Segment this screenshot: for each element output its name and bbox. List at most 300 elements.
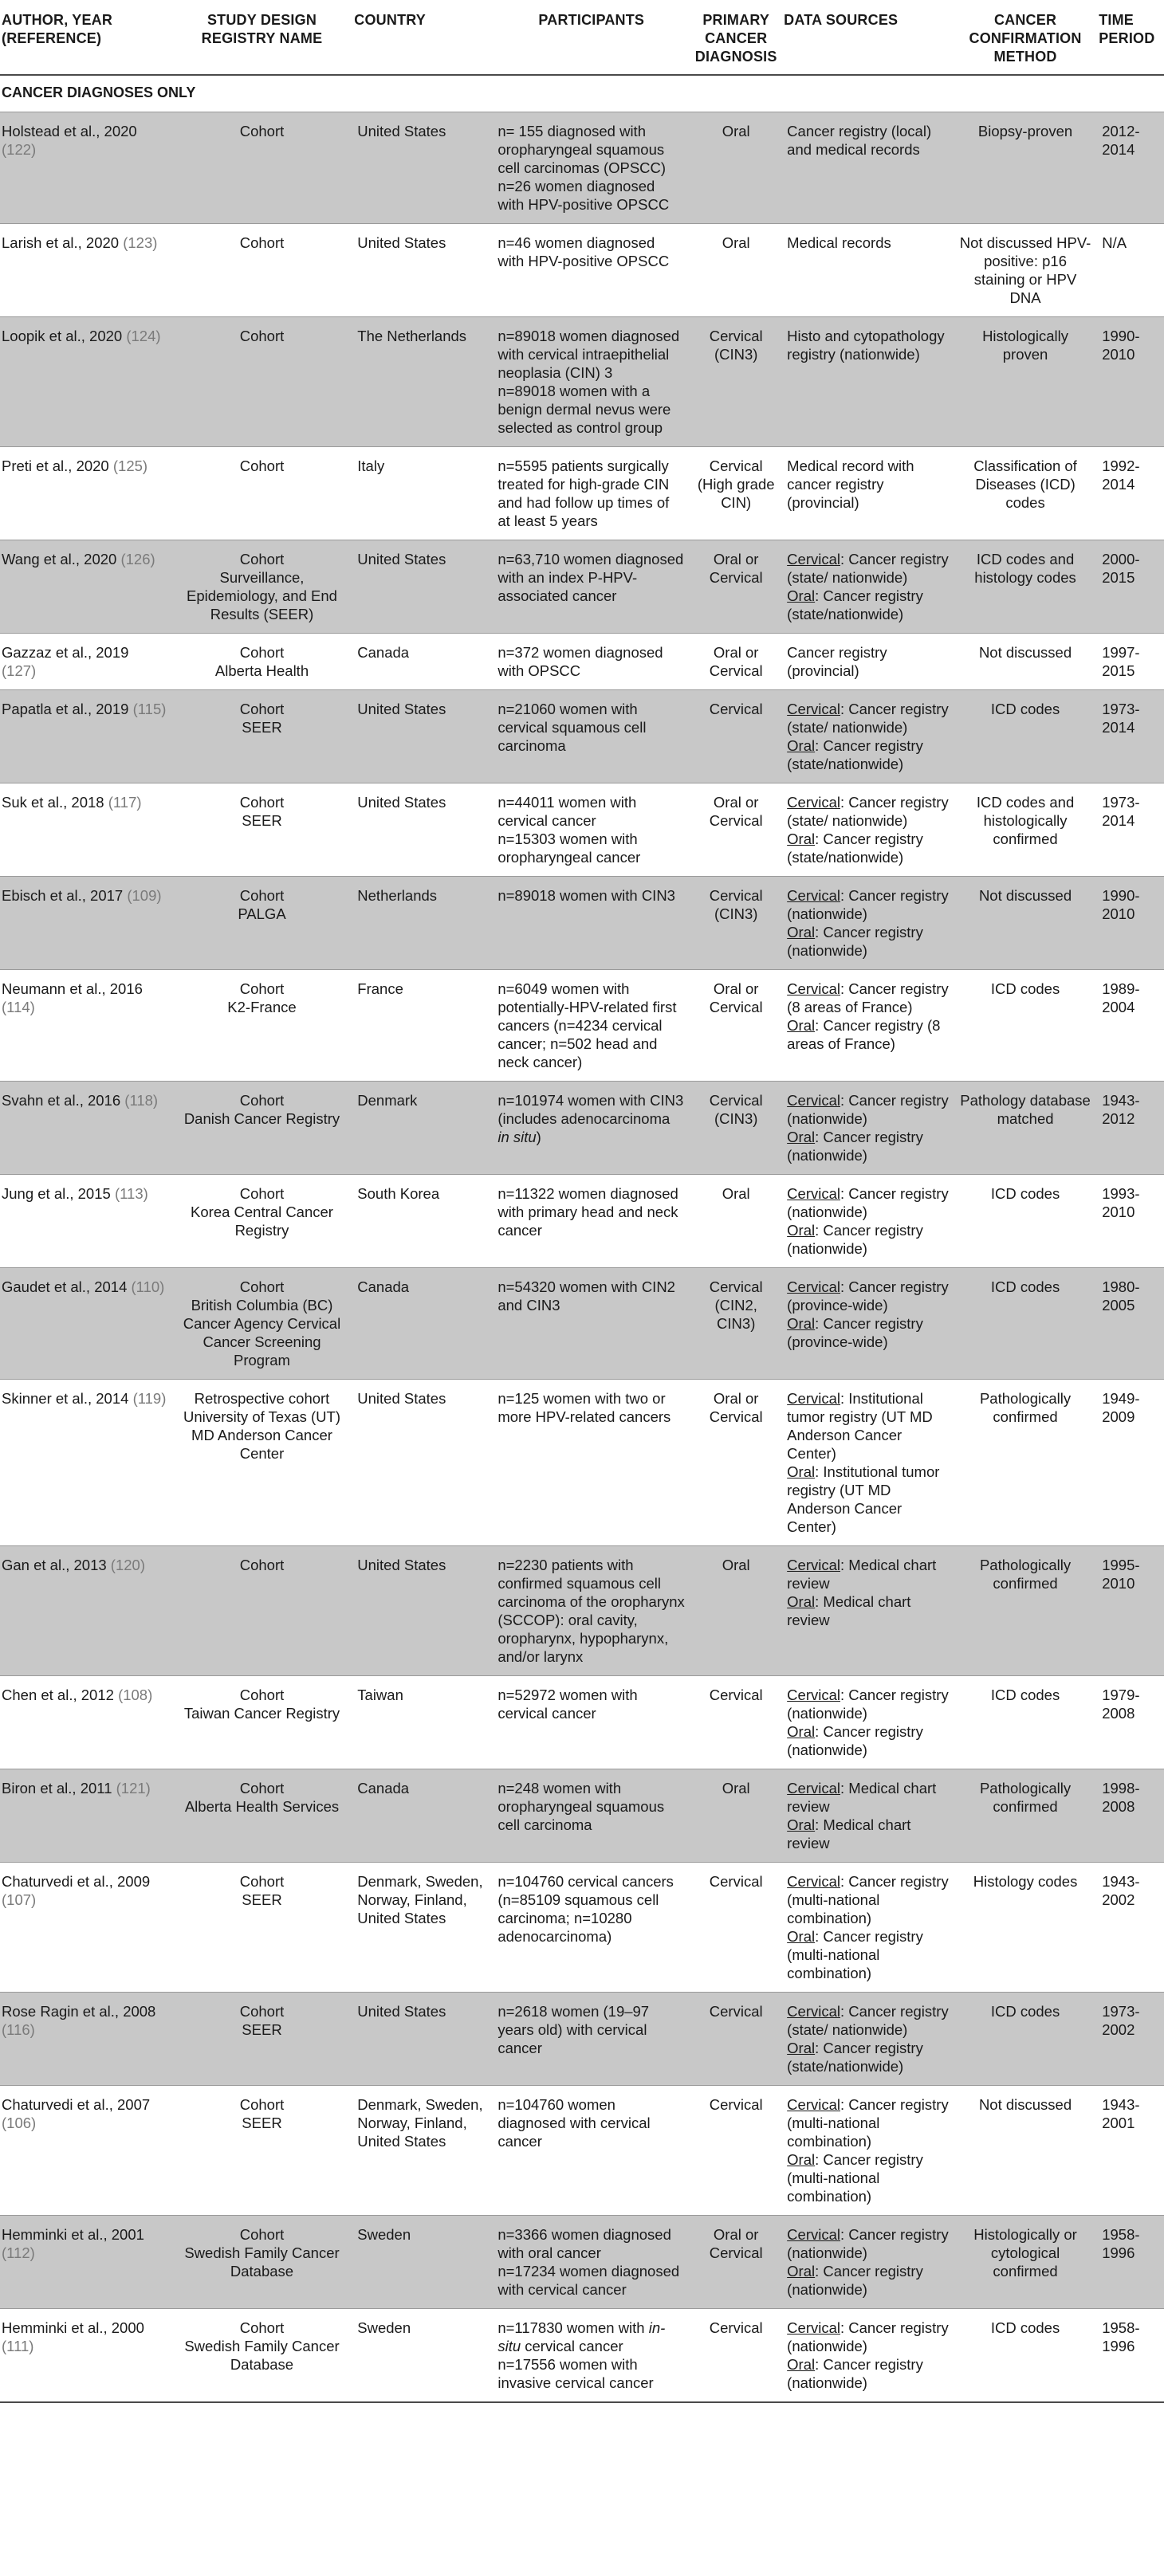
header-author: AUTHOR, YEAR (REFERENCE): [0, 0, 171, 75]
header-sources: DATA SOURCES: [782, 0, 954, 75]
cell-sources: [782, 2086, 954, 2216]
author-text: Jung et al., 2015: [2, 1185, 115, 1202]
cell-country: Denmark: [352, 1082, 493, 1175]
cell-design: [171, 317, 353, 447]
cell-sources: [782, 690, 954, 783]
author-text: Larish et al., 2020: [2, 234, 124, 251]
cell-confirmation: ICD codes: [954, 1993, 1097, 2086]
participant-line: n=3366 women diagnosed with oral cancer: [497, 2226, 671, 2261]
design-line: Alberta Health: [214, 662, 309, 679]
cell-sources: [782, 1993, 954, 2086]
table-row: [0, 783, 1164, 877]
cell-primary: Cervical: [690, 1863, 782, 1993]
cell-design: [171, 690, 353, 783]
cell-country: Sweden: [352, 2216, 493, 2309]
header-period: TIME PERIOD: [1097, 0, 1164, 75]
cell-design: [171, 1676, 353, 1769]
cell-period: 1958-1996: [1097, 2216, 1164, 2309]
participant-line: n=5595 patients surgically treated for high-grade CIN and had follow up times of at least 5 years: [497, 457, 670, 529]
cell-primary: Oral or Cervical: [690, 970, 782, 1082]
cell-author: [0, 1863, 171, 1993]
cell-confirmation: Pathologically confirmed: [954, 1380, 1097, 1546]
cell-confirmation: Histologically or cytological confirmed: [954, 2216, 1097, 2309]
reference-number: (111): [2, 2338, 34, 2354]
cell-primary: Cervical: [690, 1676, 782, 1769]
design-line: Cohort: [239, 1780, 285, 1797]
cell-sources: [782, 970, 954, 1082]
cell-sources: [782, 1769, 954, 1863]
source-oral-label: Oral: [787, 1222, 816, 1239]
cell-design: [171, 1380, 353, 1546]
cell-primary: Cervical: [690, 2086, 782, 2216]
cell-sources: [782, 783, 954, 877]
table-row: [0, 2309, 1164, 2403]
participant-line: n=248 women with oropharyngeal squamous cell carcinoma: [497, 1780, 665, 1833]
cell-author: [0, 112, 171, 224]
cell-period: 1973-2014: [1097, 690, 1164, 783]
reference-number: (117): [108, 794, 142, 811]
design-line: Taiwan Cancer Registry: [183, 1705, 340, 1722]
cell-author: [0, 1546, 171, 1676]
cell-participants: [493, 877, 690, 970]
design-line: Cohort: [239, 457, 285, 474]
design-line: Cohort: [239, 123, 285, 139]
table-row: [0, 634, 1164, 690]
cell-period: 1995-2010: [1097, 1546, 1164, 1676]
cell-participants: [493, 2086, 690, 2216]
table-row: [0, 970, 1164, 1082]
cell-period: 1943-2001: [1097, 2086, 1164, 2216]
table-row: [0, 1082, 1164, 1175]
table-row: [0, 690, 1164, 783]
cell-author: [0, 783, 171, 877]
source-cervical-label: Cervical: [787, 551, 840, 567]
author-text: Rose Ragin et al., 2008: [2, 2003, 156, 2020]
cell-country: United States: [352, 224, 493, 317]
reference-number: (127): [2, 662, 37, 679]
author-text: Chaturvedi et al., 2009: [2, 1873, 151, 1890]
source-cervical: Cervical: Cancer registry (nationwide): [787, 2319, 949, 2354]
source-oral-label: Oral: [787, 2151, 816, 2168]
author-text: Gan et al., 2013: [2, 1557, 111, 1573]
design-line: Cohort: [239, 1278, 285, 1295]
cell-author: [0, 1769, 171, 1863]
cell-primary: Oral: [690, 1175, 782, 1268]
table-row: [0, 1769, 1164, 1863]
cell-country: Sweden: [352, 2309, 493, 2403]
cell-primary: Oral: [690, 1769, 782, 1863]
source-oral: Oral: Cancer registry (state/nationwide): [787, 831, 923, 866]
cell-design: [171, 2086, 353, 2216]
cell-sources: Histo and cytopathology registry (nationwide): [782, 317, 954, 447]
cell-primary: Cervical: [690, 1993, 782, 2086]
design-line: SEER: [242, 1891, 282, 1908]
design-line: Swedish Family Cancer Database: [184, 2338, 340, 2373]
cell-period: 1943-2002: [1097, 1863, 1164, 1993]
source-cervical-label: Cervical: [787, 1185, 840, 1202]
cell-confirmation: Not discussed: [954, 877, 1097, 970]
cell-participants: [493, 1082, 690, 1175]
source-cervical-label: Cervical: [787, 2226, 840, 2243]
source-oral-label: Oral: [787, 1129, 816, 1145]
source-oral-label: Oral: [787, 1723, 816, 1740]
cell-author: [0, 447, 171, 540]
author-text: Suk et al., 2018: [2, 794, 108, 811]
cell-author: [0, 224, 171, 317]
reference-number: (126): [120, 551, 155, 567]
cell-confirmation: ICD codes: [954, 690, 1097, 783]
header-design: STUDY DESIGN REGISTRY NAME: [171, 0, 353, 75]
cell-period: 1980-2005: [1097, 1268, 1164, 1380]
reference-number: (118): [124, 1092, 159, 1109]
cell-design: [171, 634, 353, 690]
reference-number: (122): [2, 141, 37, 158]
source-cervical: Cervical: Cancer registry (state/ nationwide): [787, 701, 949, 736]
source-oral-label: Oral: [787, 1593, 816, 1610]
cell-period: 1990-2010: [1097, 317, 1164, 447]
reference-number: (107): [2, 1891, 37, 1908]
table-row: [0, 112, 1164, 224]
cell-design: [171, 2309, 353, 2403]
design-line: Cohort: [239, 980, 285, 997]
source-oral-label: Oral: [787, 1315, 816, 1332]
cell-confirmation: ICD codes: [954, 1268, 1097, 1380]
cell-design: [171, 1546, 353, 1676]
cell-confirmation: Not discussed: [954, 2086, 1097, 2216]
participant-line: n= 155 diagnosed with oropharyngeal squamous cell carcinomas (OPSCC): [497, 123, 667, 176]
source-cervical: Cervical: Cancer registry (8 areas of France): [787, 980, 949, 1015]
cell-period: 1998-2008: [1097, 1769, 1164, 1863]
cell-period: N/A: [1097, 224, 1164, 317]
participant-line: n=21060 women with cervical squamous cell carcinoma: [497, 701, 647, 754]
cell-participants: [493, 1769, 690, 1863]
cell-design: [171, 783, 353, 877]
cell-confirmation: ICD codes: [954, 970, 1097, 1082]
cell-primary: Cervical (CIN3): [690, 317, 782, 447]
design-line: Cohort: [239, 1092, 285, 1109]
design-line: Cohort: [239, 551, 285, 567]
cell-author: [0, 317, 171, 447]
cell-sources: Cancer registry (provincial): [782, 634, 954, 690]
source-oral-label: Oral: [787, 1816, 816, 1833]
cell-participants: [493, 224, 690, 317]
participant-line: n=26 women diagnosed with HPV-positive OPSCC: [497, 178, 670, 213]
design-line: University of Texas (UT) MD Anderson Cancer Center: [183, 1408, 341, 1462]
participant-line: n=372 women diagnosed with OPSCC: [497, 644, 663, 679]
cell-primary: Oral or Cervical: [690, 1380, 782, 1546]
cell-country: Canada: [352, 1268, 493, 1380]
header-confirmation: CANCER CONFIRMATION METHOD: [954, 0, 1097, 75]
table-row: [0, 1546, 1164, 1676]
reference-number: (116): [2, 2021, 35, 2038]
author-text: Preti et al., 2020: [2, 457, 113, 474]
cell-participants: [493, 634, 690, 690]
cell-confirmation: Histology codes: [954, 1863, 1097, 1993]
source-cervical: Cervical: Cancer registry (state/ nationwide): [787, 2003, 949, 2038]
participant-line: n=2618 women (19–97 years old) with cervical cancer: [497, 2003, 650, 2056]
header-primary: PRIMARY CANCER DIAGNOSIS: [690, 0, 782, 75]
source-oral-label: Oral: [787, 1928, 816, 1945]
cell-country: Denmark, Sweden, Norway, Finland, United States: [352, 2086, 493, 2216]
participant-line: n=44011 women with cervical cancer: [497, 794, 637, 829]
cell-participants: [493, 1175, 690, 1268]
source-cervical-label: Cervical: [787, 887, 840, 904]
source-cervical: Cervical: Cancer registry (nationwide): [787, 1687, 949, 1722]
source-cervical: Cervical: Medical chart review: [787, 1557, 937, 1592]
cell-design: [171, 1863, 353, 1993]
design-line: Cohort: [239, 328, 285, 344]
table-body: [0, 75, 1164, 2402]
reference-number: (123): [123, 234, 158, 251]
design-line: Cohort: [239, 1687, 285, 1703]
source-cervical: Cervical: Cancer registry (nationwide): [787, 1092, 949, 1127]
participant-italic: in-situ: [497, 2319, 666, 2354]
participant-line: n=63,710 women diagnosed with an index P-HPV-associated cancer: [497, 551, 684, 604]
table-row: [0, 224, 1164, 317]
author-text: Svahn et al., 2016: [2, 1092, 125, 1109]
cell-country: United States: [352, 1993, 493, 2086]
source-oral: Oral: Cancer registry (nationwide): [787, 2356, 923, 2391]
participant-line: n=125 women with two or more HPV-related cancers: [497, 1390, 671, 1425]
reference-number: (114): [2, 999, 35, 1015]
participant-line: n=17234 women diagnosed with cervical cancer: [497, 2263, 680, 2298]
source-oral-label: Oral: [787, 2263, 816, 2280]
source-cervical-label: Cervical: [787, 1278, 840, 1295]
cell-country: Italy: [352, 447, 493, 540]
source-oral: Oral: Medical chart review: [787, 1593, 911, 1628]
cell-country: United States: [352, 540, 493, 634]
source-oral: Oral: Medical chart review: [787, 1816, 911, 1852]
source-cervical: Cervical: Cancer registry (nationwide): [787, 1185, 949, 1220]
reference-number: (112): [2, 2244, 35, 2261]
design-line: Cohort: [239, 234, 285, 251]
cell-period: 1943-2012: [1097, 1082, 1164, 1175]
cell-country: United States: [352, 690, 493, 783]
cell-participants: [493, 690, 690, 783]
cell-confirmation: Not discussed HPV-positive: p16 staining or HPV DNA: [954, 224, 1097, 317]
cell-primary: Oral or Cervical: [690, 634, 782, 690]
source-cervical: Cervical: Cancer registry (province-wide): [787, 1278, 949, 1314]
participant-line: n=17556 women with invasive cervical cancer: [497, 2356, 654, 2391]
cell-author: [0, 1676, 171, 1769]
cell-primary: Oral or Cervical: [690, 540, 782, 634]
author-text: Gazzaz et al., 2019: [2, 644, 129, 661]
cell-period: 1973-2002: [1097, 1993, 1164, 2086]
reference-number: (110): [131, 1278, 165, 1295]
section-title: CANCER DIAGNOSES ONLY: [0, 75, 1164, 112]
participant-line: n=15303 women with oropharyngeal cancer: [497, 831, 641, 866]
cell-confirmation: Classification of Diseases (ICD) codes: [954, 447, 1097, 540]
design-line: Cohort: [239, 2096, 285, 2113]
source-oral: Oral: Cancer registry (nationwide): [787, 1222, 923, 1257]
table-row: [0, 2086, 1164, 2216]
source-oral: Oral: Cancer registry (state/nationwide): [787, 2040, 923, 2075]
cell-country: Canada: [352, 1769, 493, 1863]
design-line: SEER: [242, 812, 282, 829]
reference-number: (109): [127, 887, 162, 904]
cell-sources: [782, 1268, 954, 1380]
cell-country: Netherlands: [352, 877, 493, 970]
cell-country: United States: [352, 112, 493, 224]
cell-primary: Cervical: [690, 2309, 782, 2403]
cell-country: Denmark, Sweden, Norway, Finland, United States: [352, 1863, 493, 1993]
source-oral-label: Oral: [787, 1463, 816, 1480]
cell-participants: [493, 540, 690, 634]
reference-number: (115): [132, 701, 167, 717]
author-text: Papatla et al., 2019: [2, 701, 133, 717]
design-line: Cohort: [239, 701, 285, 717]
cell-country: Taiwan: [352, 1676, 493, 1769]
source-oral-label: Oral: [787, 831, 816, 847]
design-line: K2-France: [227, 999, 297, 1015]
design-line: Retrospective cohort: [194, 1390, 330, 1407]
source-cervical-label: Cervical: [787, 701, 840, 717]
reference-number: (119): [132, 1390, 167, 1407]
design-line: Cohort: [239, 1557, 285, 1573]
cell-author: [0, 2216, 171, 2309]
source-oral: Oral: Institutional tumor registry (UT MD Anderson Cancer Center): [787, 1463, 940, 1535]
source-oral: Oral: Cancer registry (nationwide): [787, 1129, 923, 1164]
participant-line: n=89018 women diagnosed with cervical intraepithelial neoplasia (CIN) 3: [497, 328, 680, 381]
cell-sources: [782, 877, 954, 970]
table-row: [0, 1676, 1164, 1769]
source-cervical-label: Cervical: [787, 2003, 840, 2020]
cell-confirmation: Histologically proven: [954, 317, 1097, 447]
design-line: British Columbia (BC) Cancer Agency Cervical Cancer Screening Program: [183, 1297, 341, 1368]
reference-number: (125): [112, 457, 148, 474]
table-row: [0, 877, 1164, 970]
author-text: Hemminki et al., 2001: [2, 2226, 144, 2243]
cell-participants: [493, 2309, 690, 2403]
cell-sources: [782, 1546, 954, 1676]
cell-author: [0, 2309, 171, 2403]
design-line: Cohort: [239, 887, 285, 904]
source-cervical-label: Cervical: [787, 980, 840, 997]
cell-period: 1958-1996: [1097, 2309, 1164, 2403]
cell-participants: [493, 112, 690, 224]
cell-primary: Cervical (High grade CIN): [690, 447, 782, 540]
design-line: Cohort: [239, 2319, 285, 2336]
source-cervical: Cervical: Medical chart review: [787, 1780, 937, 1815]
cell-country: Canada: [352, 634, 493, 690]
cell-design: [171, 1993, 353, 2086]
cell-confirmation: Pathologically confirmed: [954, 1769, 1097, 1863]
author-text: Biron et al., 2011: [2, 1780, 116, 1797]
cell-sources: Medical record with cancer registry (provincial): [782, 447, 954, 540]
source-cervical-label: Cervical: [787, 794, 840, 811]
author-text: Skinner et al., 2014: [2, 1390, 133, 1407]
source-cervical: Cervical: Cancer registry (nationwide): [787, 887, 949, 922]
cell-confirmation: Pathologically confirmed: [954, 1546, 1097, 1676]
reference-number: (120): [110, 1557, 145, 1573]
author-text: Chaturvedi et al., 2007: [2, 2096, 151, 2113]
design-line: Cohort: [239, 2003, 285, 2020]
author-text: Hemminki et al., 2000: [2, 2319, 144, 2336]
reference-number: (108): [118, 1687, 153, 1703]
reference-number: (113): [114, 1185, 148, 1202]
cell-confirmation: Not discussed: [954, 634, 1097, 690]
source-oral: Oral: Cancer registry (state/nationwide): [787, 587, 923, 622]
participant-line: n=104760 cervical cancers (n=85109 squamous cell carcinoma; n=10280 adenocarcinoma): [497, 1873, 674, 1945]
source-oral-label: Oral: [787, 587, 816, 604]
cell-country: United States: [352, 1546, 493, 1676]
design-line: SEER: [242, 2021, 282, 2038]
design-line: Cohort: [239, 1185, 285, 1202]
cell-sources: [782, 1175, 954, 1268]
cell-primary: Oral or Cervical: [690, 783, 782, 877]
cell-period: 1989-2004: [1097, 970, 1164, 1082]
cell-period: 1949-2009: [1097, 1380, 1164, 1546]
cell-design: [171, 970, 353, 1082]
cell-period: 2012-2014: [1097, 112, 1164, 224]
design-line: Alberta Health Services: [184, 1798, 340, 1815]
reference-number: (106): [2, 2115, 37, 2131]
source-cervical-label: Cervical: [787, 1687, 840, 1703]
cell-author: [0, 1993, 171, 2086]
cell-design: [171, 1175, 353, 1268]
cell-participants: [493, 783, 690, 877]
table-header: [0, 0, 1164, 75]
author-text: Gaudet et al., 2014: [2, 1278, 132, 1295]
cell-confirmation: ICD codes and histology codes: [954, 540, 1097, 634]
cell-author: [0, 540, 171, 634]
cell-period: 1993-2010: [1097, 1175, 1164, 1268]
cell-primary: Oral: [690, 112, 782, 224]
cell-participants: [493, 1863, 690, 1993]
author-text: Chen et al., 2012: [2, 1687, 119, 1703]
cell-primary: Oral: [690, 1546, 782, 1676]
cell-design: [171, 447, 353, 540]
cell-confirmation: Pathology database matched: [954, 1082, 1097, 1175]
participant-line: n=54320 women with CIN2 and CIN3: [497, 1278, 675, 1314]
cell-author: [0, 1380, 171, 1546]
source-oral-label: Oral: [787, 924, 816, 940]
source-cervical-label: Cervical: [787, 1557, 840, 1573]
cell-country: The Netherlands: [352, 317, 493, 447]
header-participants: PARTICIPANTS: [493, 0, 690, 75]
table-row: [0, 1993, 1164, 2086]
design-line: SEER: [242, 2115, 282, 2131]
participant-line: n=89018 women with CIN3: [497, 887, 675, 904]
design-line: Cohort: [239, 2226, 285, 2243]
reference-number: (121): [116, 1780, 151, 1797]
cell-sources: [782, 1863, 954, 1993]
design-line: Swedish Family Cancer Database: [184, 2244, 340, 2280]
source-cervical: Cervical: Cancer registry (multi-national combination): [787, 2096, 949, 2150]
cell-primary: Cervical: [690, 690, 782, 783]
participant-line: n=11322 women diagnosed with primary head and neck cancer: [497, 1185, 678, 1239]
cell-design: [171, 540, 353, 634]
table-row: [0, 1268, 1164, 1380]
cell-participants: [493, 1380, 690, 1546]
cell-participants: [493, 1546, 690, 1676]
cell-design: [171, 112, 353, 224]
cell-sources: [782, 1676, 954, 1769]
source-cervical: Cervical: Institutional tumor registry (UT MD Anderson Cancer Center): [787, 1390, 933, 1462]
source-oral: Oral: Cancer registry (nationwide): [787, 2263, 923, 2298]
cell-period: 1992-2014: [1097, 447, 1164, 540]
cell-design: [171, 1769, 353, 1863]
cell-design: [171, 877, 353, 970]
source-cervical: Cervical: Cancer registry (state/ nationwide): [787, 551, 949, 586]
design-line: Cohort: [239, 794, 285, 811]
cell-primary: Oral: [690, 224, 782, 317]
source-oral: Oral: Cancer registry (state/nationwide): [787, 737, 923, 772]
cell-period: 1997-2015: [1097, 634, 1164, 690]
cell-author: [0, 690, 171, 783]
source-oral: Oral: Cancer registry (nationwide): [787, 1723, 923, 1758]
source-oral: Oral: Cancer registry (multi-national combination): [787, 2151, 923, 2205]
